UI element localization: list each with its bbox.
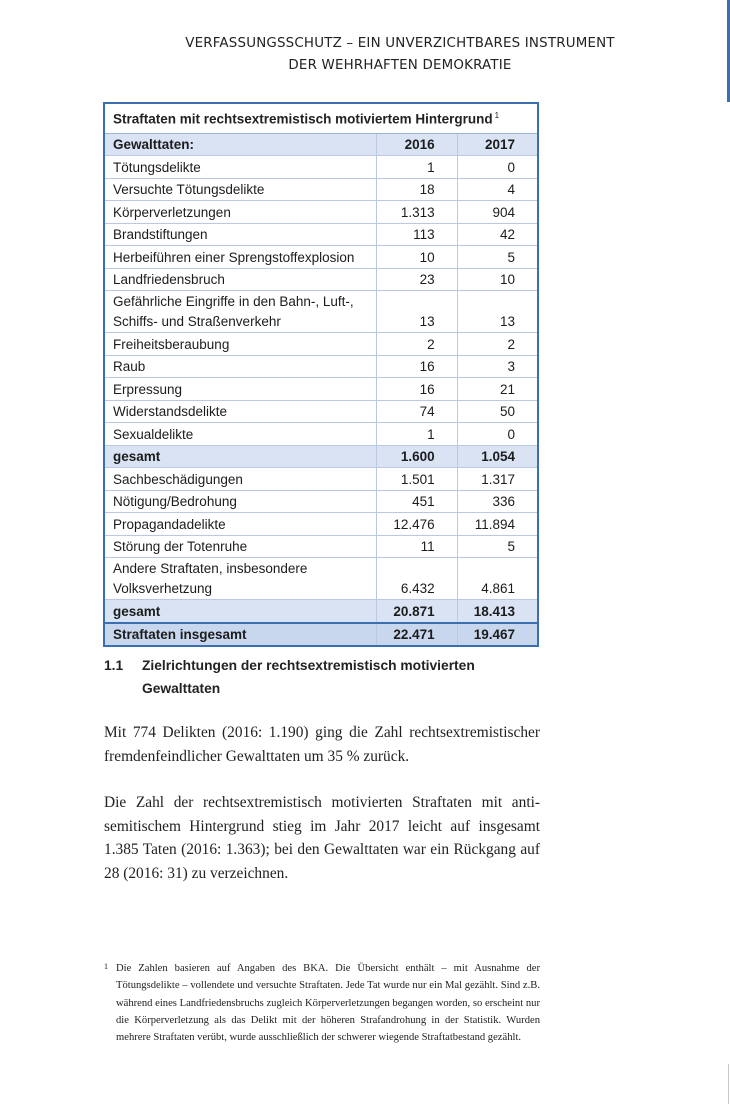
table-row (105, 246, 537, 269)
value-2017: 904 (457, 201, 537, 224)
table-row (105, 513, 537, 536)
table-row (105, 333, 537, 356)
row-label: Körperverletzungen (105, 201, 377, 224)
table-row (105, 156, 537, 179)
value-2017: 2 (457, 333, 537, 356)
value-2017: 5 (457, 535, 537, 558)
value-2017: 5 (457, 246, 537, 269)
value-2017: 1.317 (457, 468, 537, 491)
value-2016: 20.871 (377, 600, 457, 623)
value-2016: 22.471 (377, 623, 457, 646)
row-label-line-2: Schiffs- und Straßenverkehr (113, 314, 281, 329)
value-2016: 74 (377, 400, 457, 423)
value-2017: 10 (457, 268, 537, 291)
row-label: gesamt (105, 445, 377, 468)
running-head-line-1: VERFASSUNGSSCHUTZ – EIN UNVERZICHTBARES INSTRUMENT (185, 36, 615, 51)
table-row (105, 291, 537, 333)
table-body (105, 134, 537, 646)
row-label: Störung der Totenruhe (105, 535, 377, 558)
table-row (105, 468, 537, 491)
row-label (105, 558, 377, 600)
table-header-row (105, 134, 537, 156)
statistics-table (103, 102, 539, 647)
row-label: Freiheitsberaubung (105, 333, 377, 356)
value-2017: 50 (457, 400, 537, 423)
row-label: Widerstandsdelikte (105, 400, 377, 423)
section-title: Zielrichtungen der rechtsextremistisch motivierten Gewalttaten (142, 658, 475, 696)
table-row (105, 378, 537, 401)
value-2016: 23 (377, 268, 457, 291)
paragraph-2: Die Zahl der rechtsextremistisch motivierten Straftaten mit anti-semitischem Hintergrund stieg im Jahr 2017 leicht auf insgesamt 1.385 Taten (2016: 1.363); bei den Gewalttaten war ein Rückgang auf 28 (2016: 31) zu verzeichnen. (104, 794, 540, 882)
row-label: Nötigung/Bedrohung (105, 490, 377, 513)
table-total-row (105, 623, 537, 646)
row-label: Tötungsdelikte (105, 156, 377, 179)
row-label: Propagandadelikte (105, 513, 377, 536)
page-edge-divider (728, 1064, 729, 1104)
table-row (105, 201, 537, 224)
table-title-footnote-ref: 1 (494, 111, 500, 120)
value-2017: 11.894 (457, 513, 537, 536)
row-label: Erpressung (105, 378, 377, 401)
row-label: Straftaten insgesamt (105, 623, 377, 646)
value-2016: 113 (377, 223, 457, 246)
running-head-line-2: DER WEHRHAFTEN DEMOKRATIE (288, 58, 512, 73)
table-title (105, 104, 537, 134)
row-label: gesamt (105, 600, 377, 623)
row-label: Versuchte Tötungsdelikte (105, 178, 377, 201)
value-2016: 1 (377, 423, 457, 446)
value-2017: 0 (457, 156, 537, 179)
row-label (105, 291, 377, 333)
value-2016: 2 (377, 333, 457, 356)
value-2016: 16 (377, 355, 457, 378)
value-2017: 21 (457, 378, 537, 401)
table-row (105, 535, 537, 558)
value-2016: 6.432 (377, 558, 457, 600)
row-label: Brandstiftungen (105, 223, 377, 246)
value-2016: 1.600 (377, 445, 457, 468)
value-2017: 18.413 (457, 600, 537, 623)
footnote-text: Die Zahlen basieren auf Angaben des BKA. Die Übersicht enthält – mit Ausnahme der Tötungsdelikte – vollendete und versuchte Straftaten. Jede Tat wurde nur ein Mal gezählt. Sind z.B. während eines Landfriedensbruchs zugleich Körperverletzungen begangen worden, so erscheint nur die Körperverletzung als das Delikt mit der höheren Strafandrohung in der Statistik. Wurden mehrere Straftaten verübt, wurde ausschließlich der schwerer wiegende Straftatbestand gezählt. (116, 963, 540, 1044)
header-col-2017: 2017 (457, 134, 537, 156)
footnote (104, 960, 540, 1046)
row-label: Herbeiführen einer Sprengstoffexplosion (105, 246, 377, 269)
table-row (105, 355, 537, 378)
value-2017: 4.861 (457, 558, 537, 600)
value-2016: 10 (377, 246, 457, 269)
paragraph-1: Mit 774 Delikten (2016: 1.190) ging die Zahl rechtsextremistischer fremdenfeindlicher Gewalttaten um 35 % zurück. (104, 724, 540, 765)
value-2017: 0 (457, 423, 537, 446)
table-row (105, 423, 537, 446)
table-title-text: Straftaten mit rechtsextremistisch motiviertem Hintergrund (113, 111, 493, 127)
value-2016: 12.476 (377, 513, 457, 536)
value-2016: 11 (377, 535, 457, 558)
value-2016: 18 (377, 178, 457, 201)
header-label: Gewalttaten: (105, 134, 377, 156)
section-number: 1.1 (104, 658, 124, 673)
value-2016: 1.313 (377, 201, 457, 224)
value-2017: 42 (457, 223, 537, 246)
footnote-mark: 1 (104, 962, 108, 971)
value-2016: 1.501 (377, 468, 457, 491)
value-2017: 13 (457, 291, 537, 333)
row-label: Sexualdelikte (105, 423, 377, 446)
table-row (105, 558, 537, 600)
row-label-line-1: Gefährliche Eingriffe in den Bahn-, Luft-, (113, 294, 354, 309)
table-row (105, 268, 537, 291)
value-2016: 13 (377, 291, 457, 333)
value-2016: 16 (377, 378, 457, 401)
table-subtotal-row (105, 445, 537, 468)
value-2017: 1.054 (457, 445, 537, 468)
running-head (150, 33, 650, 77)
header-col-2016: 2016 (377, 134, 457, 156)
value-2017: 3 (457, 355, 537, 378)
value-2017: 336 (457, 490, 537, 513)
row-label: Sachbeschädigungen (105, 468, 377, 491)
row-label: Raub (105, 355, 377, 378)
row-label-line-1: Andere Straftaten, insbesondere (113, 561, 308, 576)
table-row (105, 178, 537, 201)
table-row (105, 400, 537, 423)
table-row (105, 490, 537, 513)
value-2016: 1 (377, 156, 457, 179)
value-2016: 451 (377, 490, 457, 513)
value-2017: 4 (457, 178, 537, 201)
row-label: Landfriedensbruch (105, 268, 377, 291)
table-row (105, 223, 537, 246)
row-label-line-2: Volksverhetzung (113, 581, 213, 596)
table-subtotal-row (105, 600, 537, 623)
value-2017: 19.467 (457, 623, 537, 646)
